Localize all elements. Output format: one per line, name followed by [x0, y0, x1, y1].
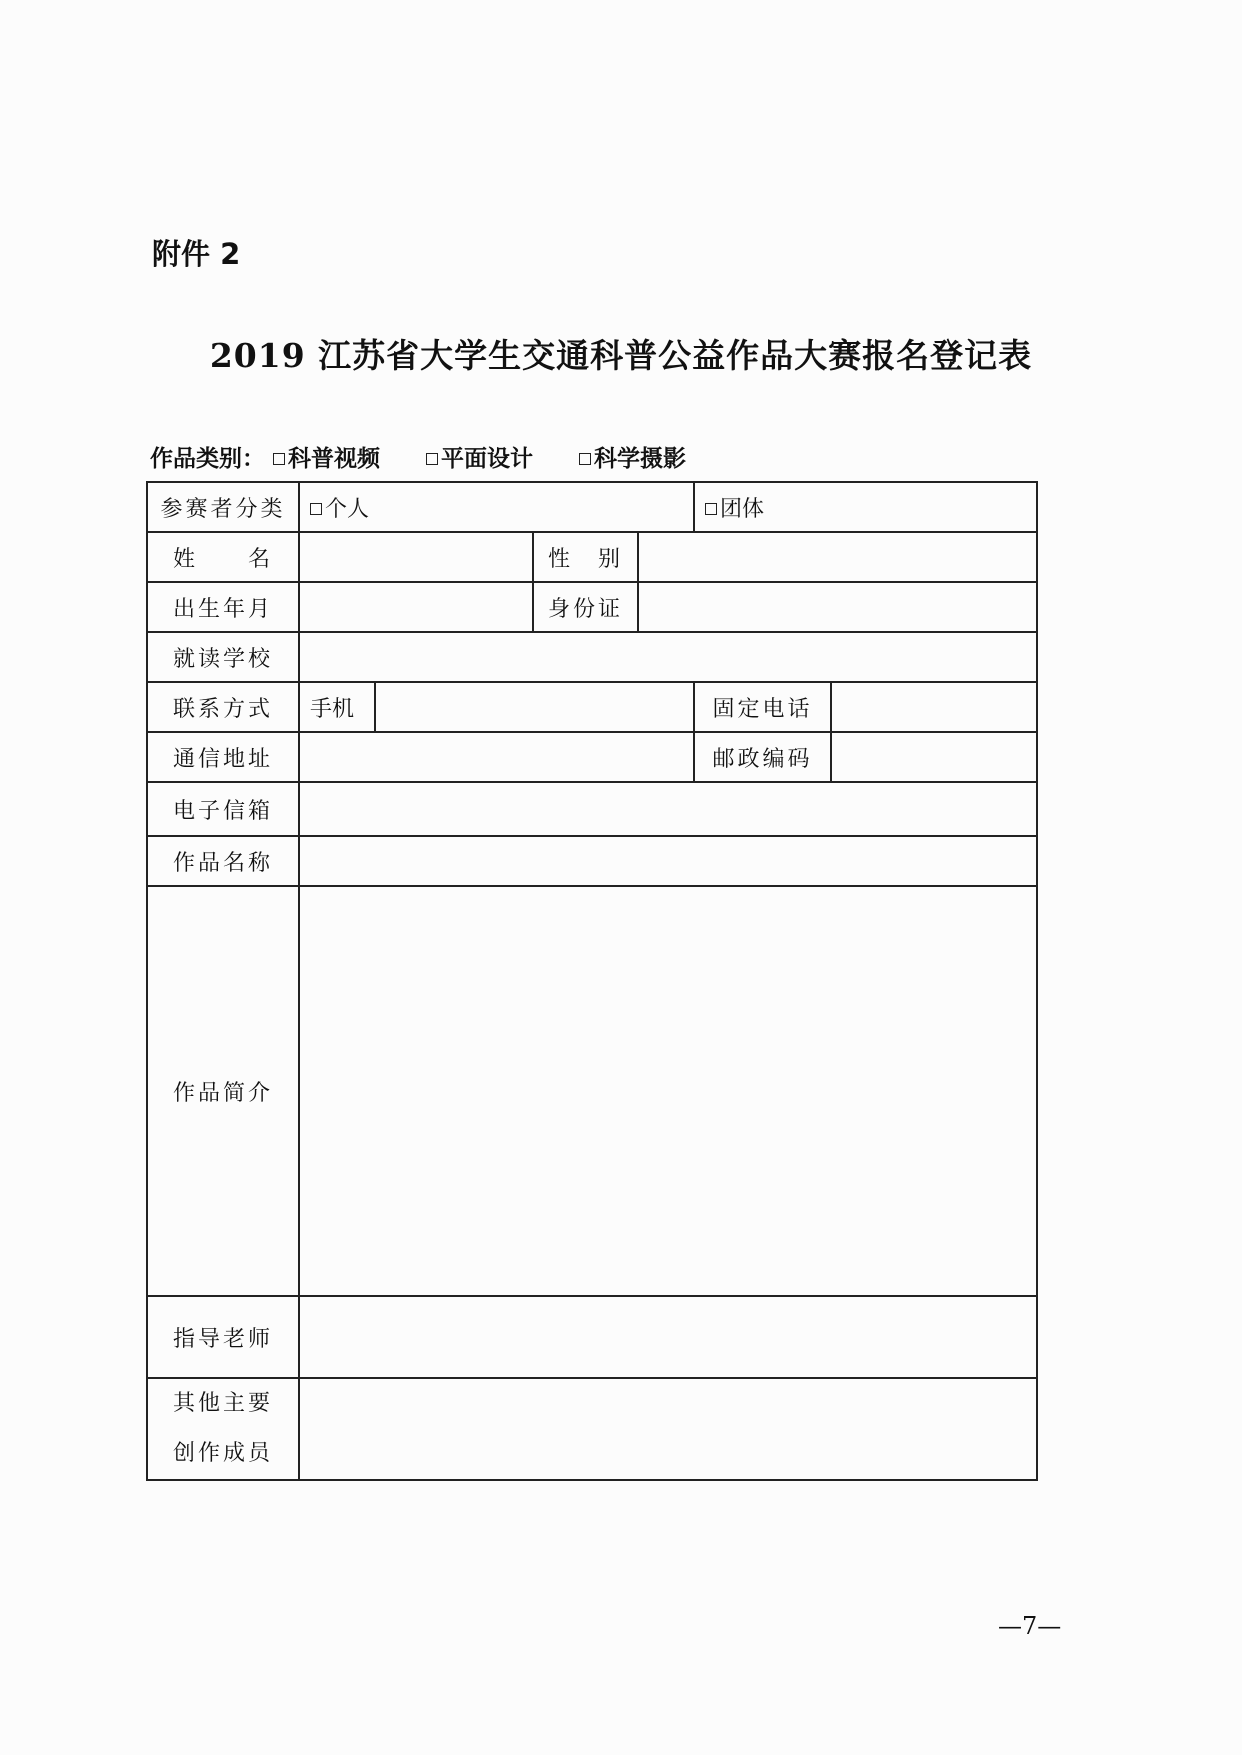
landline-label: 固定电话 [694, 682, 831, 732]
table-row [147, 632, 1037, 682]
mobile-label: 手机 [299, 682, 375, 732]
table-row [147, 532, 1037, 582]
participant-option-group[interactable]: 团体 [694, 482, 1037, 532]
birth-date-field[interactable] [299, 582, 533, 632]
checkbox-icon[interactable] [579, 453, 591, 465]
landline-field[interactable] [831, 682, 1037, 732]
name-label: 姓 名 [147, 532, 299, 582]
members-label-line1: 其他主要 [172, 1391, 273, 1416]
school-label: 就读学校 [147, 632, 299, 682]
gender-label: 性 别 [533, 532, 638, 582]
checkbox-icon[interactable] [426, 453, 438, 465]
id-card-field[interactable] [638, 582, 1037, 632]
participant-type-label: 参赛者分类 [147, 482, 299, 532]
address-field[interactable] [299, 732, 694, 782]
advisor-label: 指导老师 [147, 1296, 299, 1378]
postcode-label: 邮政编码 [694, 732, 831, 782]
table-row [147, 682, 1037, 732]
category-option-video[interactable]: 科普视频 [273, 446, 380, 472]
work-intro-field[interactable] [299, 886, 1037, 1296]
participant-option-individual[interactable]: 个人 [299, 482, 694, 532]
table-row [147, 1378, 1037, 1480]
id-card-label: 身份证 [533, 582, 638, 632]
table-row [147, 482, 1037, 532]
contact-label: 联系方式 [147, 682, 299, 732]
postcode-field[interactable] [831, 732, 1037, 782]
work-intro-label: 作品简介 [147, 886, 299, 1296]
table-row [147, 782, 1037, 836]
table-row [147, 836, 1037, 886]
mobile-field[interactable] [375, 682, 694, 732]
table-row [147, 1296, 1037, 1378]
members-field[interactable] [299, 1378, 1037, 1480]
email-field[interactable] [299, 782, 1037, 836]
table-row [147, 582, 1037, 632]
birth-date-label: 出生年月 [147, 582, 299, 632]
work-category-row [150, 440, 724, 473]
work-name-field[interactable] [299, 836, 1037, 886]
members-label-line2: 创作成员 [172, 1441, 273, 1466]
form-title: 2019 江苏省大学生交通科普公益作品大赛报名登记表 [209, 336, 1033, 375]
address-label: 通信地址 [147, 732, 299, 782]
checkbox-icon[interactable] [310, 503, 322, 515]
school-field[interactable] [299, 632, 1037, 682]
checkbox-icon[interactable] [273, 453, 285, 465]
table-row [147, 732, 1037, 782]
work-category-label: 作品类别： [150, 446, 265, 472]
name-field[interactable] [299, 532, 533, 582]
table-row [147, 886, 1037, 1296]
members-label [147, 1378, 299, 1480]
attachment-label: 附件 2 [152, 237, 241, 271]
checkbox-icon[interactable] [705, 503, 717, 515]
category-option-graphic-design[interactable]: 平面设计 [426, 446, 533, 472]
registration-table [146, 481, 1038, 1481]
advisor-field[interactable] [299, 1296, 1037, 1378]
gender-field[interactable] [638, 532, 1037, 582]
email-label: 电子信箱 [147, 782, 299, 836]
category-option-photography[interactable]: 科学摄影 [579, 446, 686, 472]
page-number: —7— [998, 1612, 1062, 1640]
work-name-label: 作品名称 [147, 836, 299, 886]
